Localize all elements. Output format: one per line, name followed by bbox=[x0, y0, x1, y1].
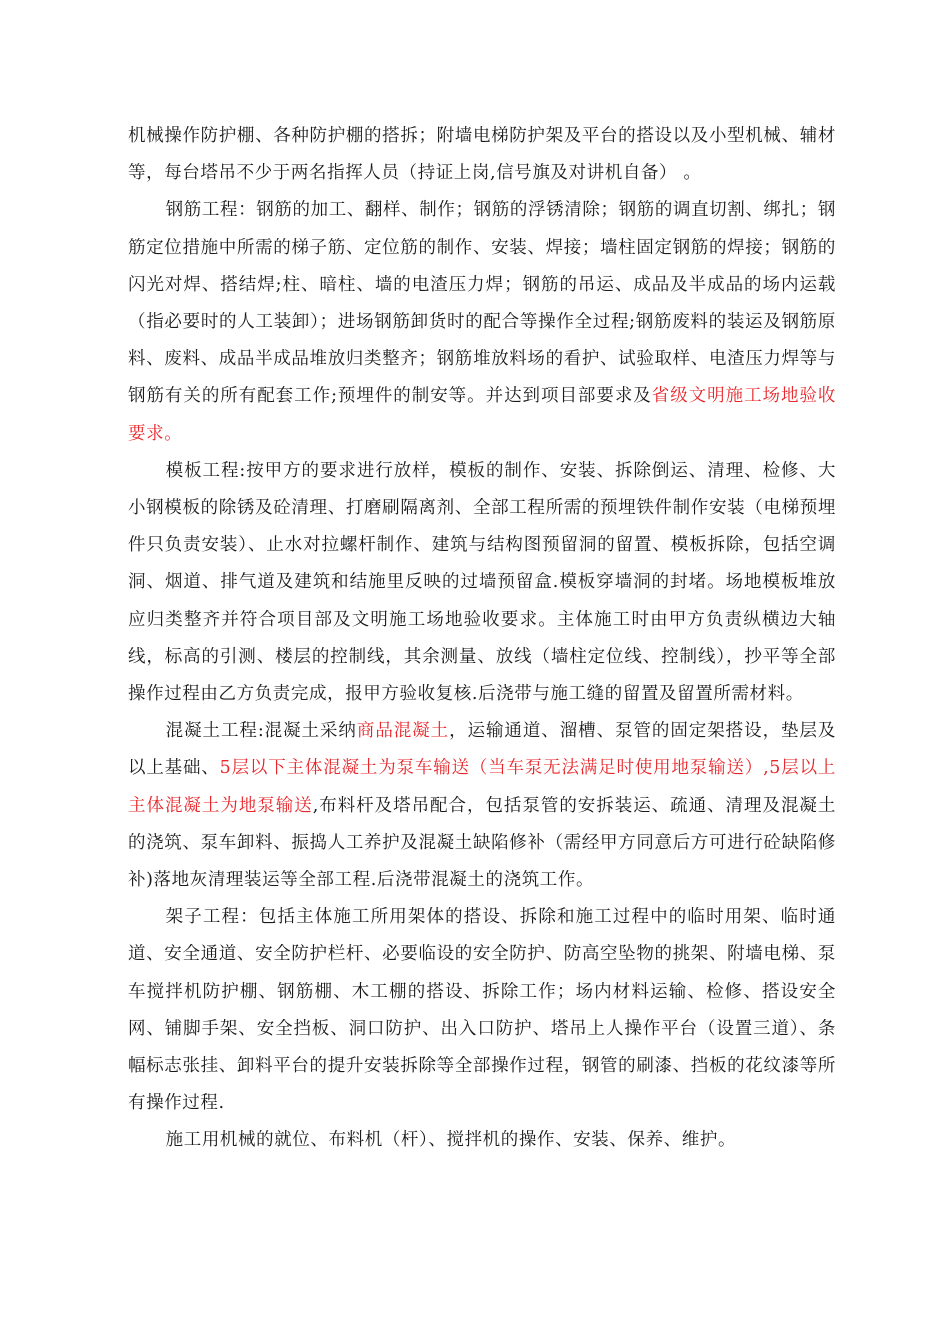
paragraph-text: 施工用机械的就位、布料机（杆）、搅拌机的操作、安装、保养、维护。 bbox=[165, 1130, 737, 1151]
paragraph-text: ,布料杆及塔吊配合，包括泵管的安拆装运、疏通、清理及混凝土的浇筑、泵车卸料、振捣人工养护及混凝土缺陷修补（需经甲方同意后方可进行砼缺陷修补)落地灰清理装运等全部工程.后浇带混凝土的浇筑工作。 bbox=[128, 795, 837, 891]
highlighted-text: 商品混凝土 bbox=[356, 721, 450, 742]
document-body bbox=[128, 118, 836, 1160]
paragraph-machinery bbox=[128, 1122, 836, 1159]
paragraph-rebar-work bbox=[128, 192, 836, 452]
paragraph-text: 架子工程：包括主体施工所用架体的搭设、拆除和施工过程中的临时用架、临时通道、安全通道、安全防护栏杆、必要临设的安全防护、防高空坠物的挑架、附墙电梯、泵车搅拌机防护棚、钢筋棚、木工棚的搭设、拆除工作；场内材料运输、检修、搭设安全网、铺脚手架、安全挡板、洞口防护、出入口防护、塔吊上人操作平台（设置三道）、条幅标志张挂、卸料平台的提升安装拆除等全部操作过程，钢管的刷漆、挡板的花纹漆等所有操作过程. bbox=[128, 907, 836, 1114]
paragraph-text: 钢筋工程：钢筋的加工、翻样、制作；钢筋的浮锈清除；钢筋的调直切割、绑扎；钢筋定位措施中所需的梯子筋、定位筋的制作、安装、焊接；墙柱固定钢筋的焊接；钢筋的闪光对焊、搭结焊;柱、暗柱、墙的电渣压力焊；钢筋的吊运、成品及半成品的场内运载（指必要时的人工装卸）；进场钢筋卸货时的配合等操作全过程;钢筋废料的装运及钢筋原料、废料、成品半成品堆放归类整齐；钢筋堆放料场的看护、试验取样、电渣压力焊等与钢筋有关的所有配套工作;预埋件的制安等。并达到项目部要求及 bbox=[128, 200, 836, 407]
paragraph-intro-continuation bbox=[128, 118, 836, 192]
paragraph-scaffolding bbox=[128, 899, 836, 1122]
paragraph-text: ，运输通道、溜槽、泵管的固定架搭设，垫层及以上基础、 bbox=[128, 721, 836, 779]
paragraph-text: 混凝土工程:混凝土采纳 bbox=[165, 721, 357, 742]
paragraph-text: 机械操作防护棚、各种防护棚的搭拆；附墙电梯防护架及平台的搭设以及小型机械、辅材等，每台塔吊不少于两名指挥人员（持证上岗,信号旗及对讲机自备） 。 bbox=[128, 126, 836, 184]
paragraph-concrete bbox=[128, 713, 836, 899]
paragraph-text: 模板工程:按甲方的要求进行放样，模板的制作、安装、拆除倒运、清理、检修、大小钢模板的除锈及砼清理、打磨刷隔离剂、全部工程所需的预埋铁件制作安装（电梯预埋件只负责安装）、止水对拉螺杆制作、建筑与结构图预留洞的留置、模板拆除，包括空调洞、烟道、排气道及建筑和结施里反映的过墙预留盒.模板穿墙洞的封堵。场地模板堆放应归类整齐并符合项目部及文明施工场地验收要求。主体施工时由甲方负责纵横边大轴线，标高的引测、楼层的控制线，其余测量、放线（墙柱定位线、控制线），抄平等全部操作过程由乙方负责完成，报甲方验收复核.后浇带与施工缝的留置及留置所需材料。 bbox=[128, 460, 836, 705]
paragraph-formwork bbox=[128, 453, 836, 713]
highlighted-text: 5层以下主体混凝土为泵车输送（当车泵无法满足时使用地泵输送）,5层以上主体混凝土为地泵输送 bbox=[128, 758, 836, 816]
highlighted-text: 省级文明施工场地验收要求。 bbox=[128, 386, 837, 444]
